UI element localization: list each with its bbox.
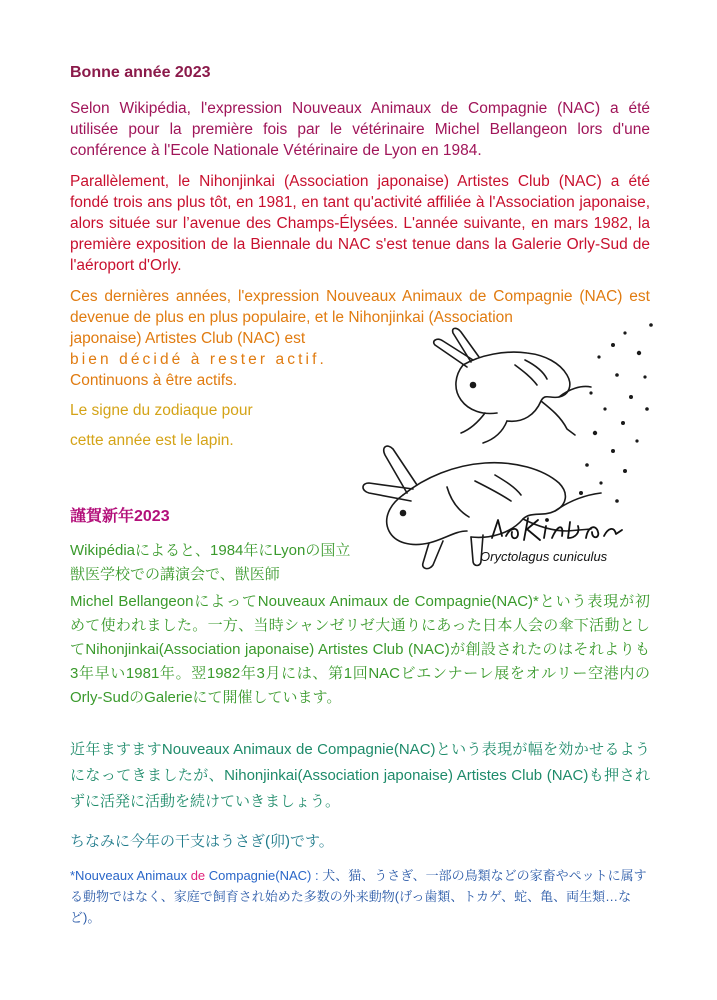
- japanese-paragraph-1-lead: Wikipédiaによると、1984年にLyonの国立獣医学校での講演会で、獣医師: [70, 542, 351, 583]
- footnote-term-c: Compagnie(NAC) :: [205, 868, 323, 883]
- japanese-paragraph-1-rest: Michel BellangeonによってNouveaux Animaux de Compagnie(NAC)*という表現が初めて使われました。一方、当時シャンゼリゼ大通りにあった日本人会の傘下活動としてNihonjinkai(Association japonaise) Artistes Club (NAC)が創設されたのはそれよりも3年早い1981年。翌1982年3月には、第1回NACビエンナーレ展をオルリー空港内のOrly-SudのGalerieにて開催しています。: [70, 593, 650, 706]
- japanese-paragraph-2: 近年ますますNouveaux Animaux de Compagnie(NAC)という表現が幅を効かせるようになってきましたが、Nihonjinkai(Association japonaise) Artistes Club (NAC)も押されずに活発に活動を続けていきましょう。: [70, 741, 650, 810]
- french-paragraph-3-end: Continuons à être actifs.: [70, 372, 238, 389]
- french-paragraph-3-wide: Ces dernières années, l'expression Nouveaux Animaux de Compagnie (NAC) est devenue de plus en plus populaire, et le Nihonjinkai (Association: [70, 288, 650, 326]
- footnote-term-a: *Nouveaux Animaux: [70, 868, 191, 883]
- footnote: [70, 865, 655, 928]
- french-paragraph-2: Parallèlement, le Nihonjinkai (Association japonaise) Artistes Club (NAC) a été fondé trois ans plus tôt, en 1981, en tant qu'activité affiliée à l'Association japonaise, alors située sur l’avenue des Champs-Élysées. L'année suivante, en mars 1982, la première exposition de la Biennale du NAC s'est tenue dans la Galerie Orly-Sud de l'aéroport d'Orly.: [70, 173, 650, 274]
- french-paragraph-3-narrow: japonaise) Artistes Club (NAC) est: [70, 330, 306, 347]
- illustration-caption: Oryctolagus cuniculus: [480, 549, 608, 564]
- footnote-term-b: de: [190, 868, 206, 883]
- japanese-paragraph-3: ちなみに今年の干支はうさぎ(卯)です。: [70, 833, 334, 850]
- french-paragraph-1: Selon Wikipédia, l'expression Nouveaux Animaux de Compagnie (NAC) a été utilisée pour la première fois par le vétérinaire Michel Bellangeon lors d'une conférence à l'Ecole Nationale Vétérinaire de Lyon en 1984.: [70, 100, 650, 159]
- french-paragraph-3-narrow-block: [70, 328, 355, 391]
- footnote-text: 犬、猫、うさぎ、一部の鳥類などの家畜やペットに属する動物ではなく、家庭で飼育され始めた多数の外来動物(げっ歯類、トカゲ、蛇、亀、両生類…など)。: [70, 868, 647, 925]
- french-paragraph-4: Le signe du zodiaque pour: [70, 402, 253, 419]
- japanese-title: 謹賀新年2023: [70, 508, 170, 525]
- french-paragraph-3-spaced: bien décidé à rester actif.: [70, 351, 327, 368]
- french-title: Bonne année 2023: [70, 64, 211, 81]
- signature-drawing-icon: [488, 512, 628, 544]
- french-paragraph-5: cette année est le lapin.: [70, 432, 234, 449]
